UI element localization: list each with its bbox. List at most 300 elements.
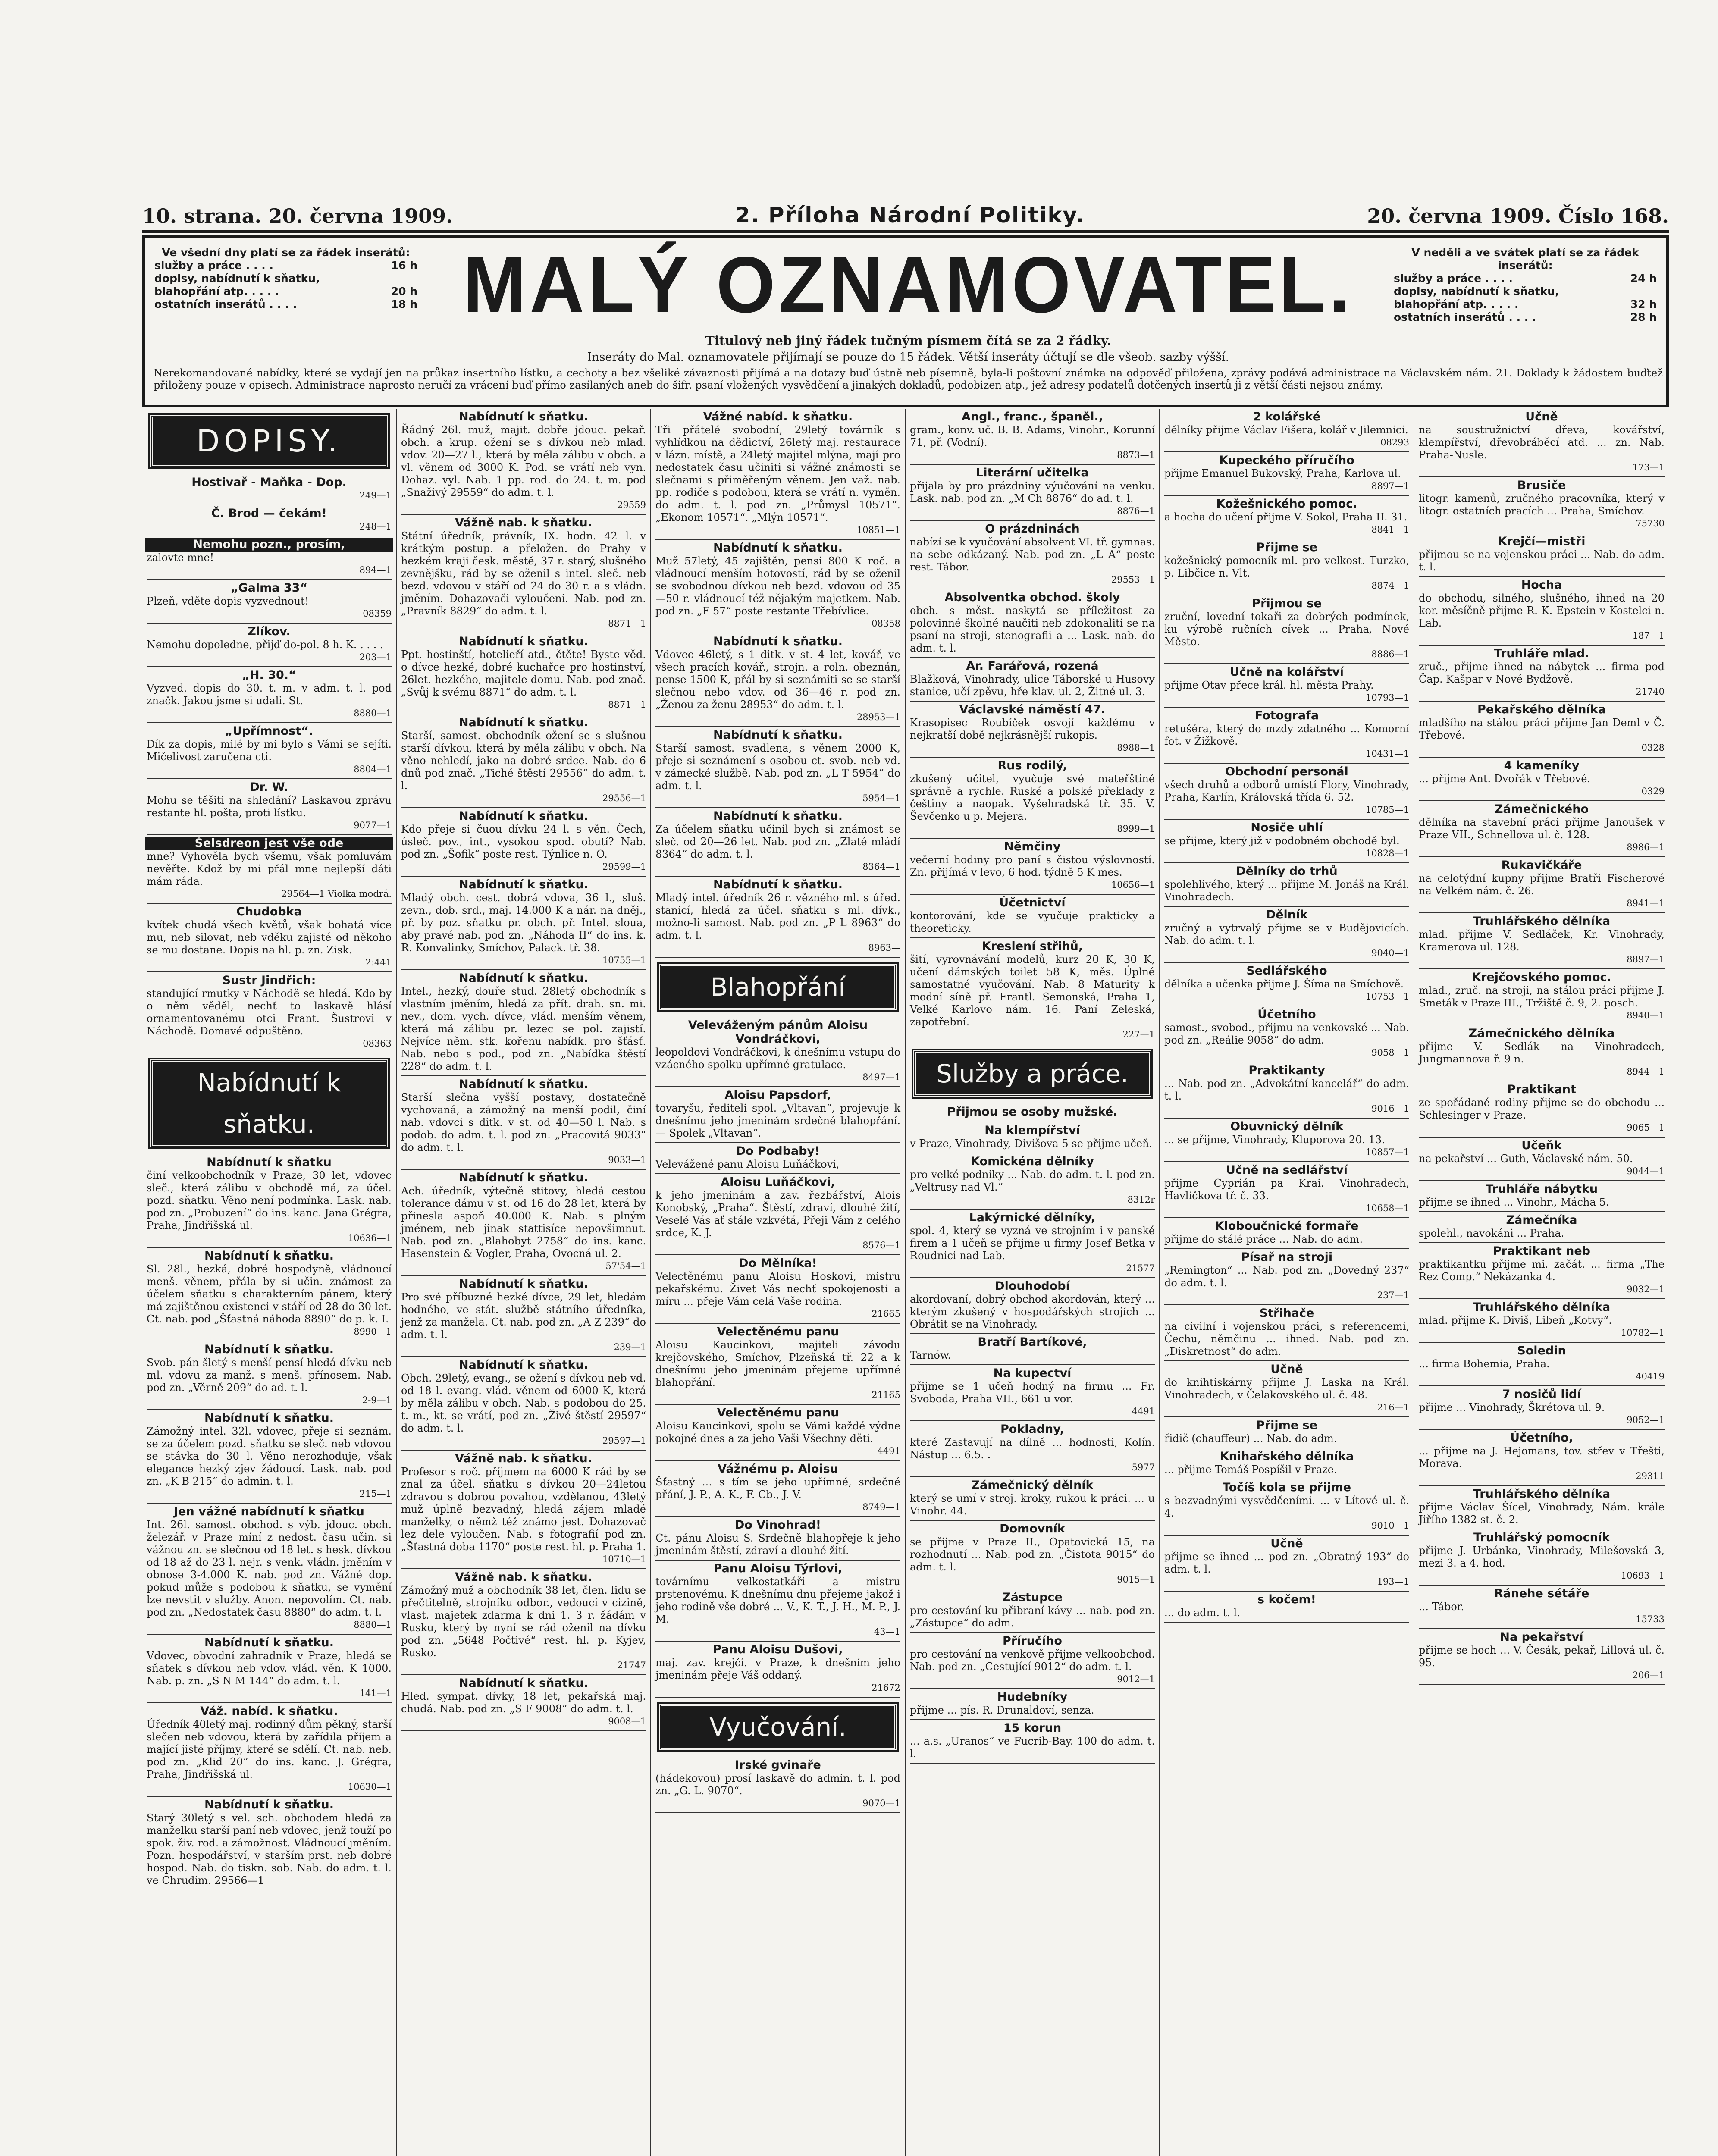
ad-ref-number: 8963— <box>868 943 900 953</box>
ad-text: dělníky přijme Václav Fišera, kolář v Jilemnici. <box>1164 424 1408 436</box>
classified-ad <box>655 1324 900 1405</box>
classified-ad <box>1164 496 1409 539</box>
ad-text: přijme V. Sedlák na Vinohradech, Jungmannova ř. 9 n. <box>1419 1040 1665 1065</box>
classified-ad <box>1164 907 1409 963</box>
ad-text: mlad., zruč. na stroji, na stálou práci přijme J. Smeták v Praze III., Tržiště č. 9, 2. posch. <box>1419 984 1665 1009</box>
ad-title: Nosiče uhlí <box>1251 821 1323 834</box>
banner-note: Nerekomandované nabídky, které se vydají jen na průkaz insertního lístku, a cechoty a bez všeliké závaznosti přijímá a na dotazy buď ústně neb písemně, byla-li poštovní známka na odpověď přiložena, zprávy podává administrace na Václavském nám. 21. Doklady k žádostem buďtež přiloženy pouze v opisech. Administrace naprosto neručí za vrácení buď přímo zasílaných aneb do šifr. psaní vložených vysvědčení a jinakých dokladů, podobizen atp., jež adresy podatelů dotčených insertů ji z větší části nejsou známy. <box>154 367 1663 391</box>
ad-title: Fotografa <box>1254 709 1319 722</box>
ad-ref-number: 8874—1 <box>1371 580 1409 591</box>
ad-text: ... Tábor. <box>1419 1601 1464 1613</box>
section-heading: Blahopřání <box>659 964 897 1010</box>
ad-text: Státní úředník, právník, IX. hodn. 42 l. v krátkým postup. a přeložen. do Prahy v hezkém kraji česk. městě, 37 r. starý, slušného zevnějšku, rád by se oženil s intel. sleč. neb bezd. vdovou v stáří od 24 do 30 r. a s vládn. jměním. Dohazovači vyloučeni. Nab. pod zn. „Pravník 8829“ do adm. t. l. <box>401 530 646 617</box>
ad-text: Krasopisec Roubíček osvojí každému v nejkratší době nejkrásnější rukopis. <box>910 717 1155 741</box>
ad-title: Nabídnutí k sňatku. <box>204 1636 334 1649</box>
ad-text: dělníka na stavební práci přijme Janoušek v Praze VII., Schnellova ul. č. 128. <box>1419 816 1665 841</box>
ad-text: Ach. úředník, výtečně stitovy, hledá cestou tolerance dámu v st. od 16 do 28 let, která by přinesla aspoň 40.000 K. Nab. s plným jménem, neb jinak stattisíce nepovšimnut. Nab. pod zn. „Blahobyt 2758“ do ins. kanc. Hasenstein & Vogler, Praha, Ovocná ul. 2. <box>401 1185 646 1260</box>
ad-title: Velectěnému panu <box>717 1406 839 1420</box>
header-center: 2. Příloha Národní Politiky. <box>735 203 1085 228</box>
classified-ad <box>1164 1062 1409 1119</box>
classified-ad <box>147 1797 392 1890</box>
ad-ref-number: 237—1 <box>1377 1290 1409 1300</box>
classified-ad <box>147 1703 392 1797</box>
ad-ref-number: 10755—1 <box>602 955 646 965</box>
classified-ad <box>910 1153 1155 1210</box>
classified-ad <box>147 1341 392 1410</box>
classified-ad <box>910 1689 1155 1720</box>
ad-title: Nabídnutí k sňatku. <box>459 1358 588 1372</box>
ad-title: Jen vážné nabídnutí k sňatku <box>174 1505 364 1518</box>
ad-title: Účetnictví <box>999 896 1066 909</box>
ad-title: Vážné nabíd. k sňatku. <box>703 410 853 423</box>
ad-text: přijme J. Urbánka, Vinohrady, Milešovská 3, mezi 3. a 4. hod. <box>1419 1545 1665 1569</box>
ad-ref-number: 21665 <box>872 1309 900 1319</box>
classified-ad <box>1164 1305 1409 1361</box>
rate-label: ostatních inserátů . . . . <box>154 298 297 310</box>
ad-ref-number: 216—1 <box>1377 1402 1409 1413</box>
ad-title: Rus rodilý, <box>997 759 1067 772</box>
ad-title: Zámečníka <box>1506 1213 1577 1227</box>
ad-text: zkušený učitel, vyučuje své mateřštině správně a rychle. Ruské a polské překlady z češtiny a naopak. Vyšehradská tř. 35. V. Ševčenko u p. Mejera. <box>910 773 1155 822</box>
ad-text: se přijme v Praze II., Opatovická 15, na rozhodnutí ... Nab. pod zn. „Čistota 9015“ do adm. t. l. <box>910 1536 1155 1573</box>
ad-text: Ct. pánu Aloisu S. Srdečně blahopřeje k jeho jmeninám štěstí, zdraví a dlouhé žití. <box>655 1532 900 1557</box>
ad-text: mladšího na stálou práci přijme Jan Deml v Č. Třebové. <box>1419 717 1665 741</box>
rate-price: 16 h <box>391 259 417 272</box>
ad-title: Učně <box>1270 1537 1303 1550</box>
ad-text: maj. zav. krejčí. v Praze, k dnešním jeho jmeninám přeje Váš oddaný. <box>655 1657 900 1681</box>
ad-text: ... do adm. t. l. <box>1164 1607 1240 1619</box>
ad-title: Sedlářského <box>1246 964 1327 978</box>
ad-title: Praktikant neb <box>1492 1244 1590 1258</box>
ad-ref-number: 15733 <box>1636 1614 1665 1624</box>
classified-ad <box>655 1143 900 1174</box>
ad-title: 15 korun <box>1003 1721 1062 1735</box>
ad-title: Bratří Bartíkové, <box>978 1335 1087 1349</box>
ad-title: Nabídnutí k sňatku. <box>713 635 843 648</box>
ad-text: Dík za dopis, milé by mi bylo s Vámi se sejíti. Mičelivost zaručena cti. <box>147 738 392 763</box>
ad-title: Rukavičkáře <box>1501 859 1582 872</box>
ad-text: leopoldovi Vondráčkovi, k dnešnímu vstupu do vzácného spolku upřímné gratulace. <box>655 1046 900 1071</box>
ad-ref-number: 9016—1 <box>1371 1103 1409 1114</box>
ad-title: Truhlářského dělníka <box>1473 1487 1611 1501</box>
ad-text: přijme se hoch ... V. Česák, pekař, Lillová ul. č. 95. <box>1419 1644 1665 1669</box>
ad-text: Vdovec, obvodní zahradník v Praze, hledá se sňatek s dívkou neb vdov. vlád. věn. K 1000. Nab. p. zn. „S N M 144“ do adm. t. l. <box>147 1650 392 1687</box>
ad-text: Mohu se těšiti na shledání? Laskavou zprávu restante hl. pošta, proti lístku. <box>147 794 392 819</box>
ad-text: do obchodu, silného, slušného, ihned na 20 kor. měsíčně přijme R. K. Epstein v Kostelci n. Lab. <box>1419 592 1665 629</box>
ad-ref-number: 57'54—1 <box>605 1261 646 1271</box>
ad-title: „Galma 33“ <box>230 581 308 595</box>
ad-ref-number: 8876—1 <box>1117 506 1155 516</box>
ad-title: Veleváženým pánům Aloisu Vondráčkovi, <box>688 1018 868 1046</box>
classified-ad <box>655 808 900 877</box>
ad-title: Nabídnutí k sňatku. <box>459 635 588 648</box>
classified-ad <box>910 521 1155 589</box>
ad-title: Velectěnému panu <box>717 1325 839 1338</box>
ad-title: Hudebníky <box>997 1690 1068 1704</box>
classified-ad <box>910 1104 1155 1122</box>
column <box>142 409 397 2156</box>
ad-text: gram., konv. uč. B. B. Adams, Vinohr., Korunní 71, př. (Vodní). <box>910 424 1155 448</box>
ad-title: Do Podbaby! <box>736 1144 820 1158</box>
ad-ref-number: 10828—1 <box>1365 848 1409 859</box>
ad-title: Absolventka obchod. školy <box>944 591 1120 604</box>
ad-ref-number: 8871—1 <box>608 699 646 710</box>
ad-title: Točíš kola se přijme <box>1222 1481 1351 1494</box>
classified-ad <box>910 658 1155 702</box>
ad-text: Obch. 29letý, evang., se ožení s dívkou neb vd. od 18 l. evang. vlád. věnem od 6000 K, která by měla zálibu v obch. Nab. s podobou do 25. t. m., kt. se vrátí, pod zn. „Živé štěstí 29597“ do adm. t. l. <box>401 1372 646 1434</box>
ad-ref-number: 239—1 <box>614 1342 646 1352</box>
classified-ad <box>147 904 392 972</box>
ad-text: zručný a vytrvalý přijme se v Budějovicích. Nab. do adm. t. l. <box>1164 922 1409 946</box>
ad-ref-number: 8990—1 <box>354 1326 392 1337</box>
ad-ref-number: 21747 <box>617 1660 646 1670</box>
ad-text: na soustružnictví dřeva, kovářství, klempířství, dřevobráběcí atd. ... zn. Nab. Praha-Nusle. <box>1419 424 1665 461</box>
classified-ad <box>1419 1343 1665 1386</box>
ad-ref-number: 10793—1 <box>1365 693 1409 703</box>
ad-ref-number: 10636—1 <box>348 1233 392 1243</box>
ad-text: Starší samost. svadlena, s věnem 2000 K, přeje si seznámení s osobou ct. svob. neb vd. v zámecké službě. Nab. pod zn. „L T 5954“ do adm. t. l. <box>655 742 900 792</box>
classified-ad <box>655 877 900 958</box>
ad-title: Účetního, <box>1510 1431 1573 1445</box>
ad-ref-number: 8988—1 <box>1117 743 1155 753</box>
classified-ad <box>910 409 1155 465</box>
ad-text: mne? Vyhověla bych všemu, však pomluvám nevěřte. Kdož by mi přál mne nejlepší dáti mám ráda. <box>147 850 392 887</box>
ad-title: Obchodní personál <box>1225 765 1348 778</box>
ad-ref-number: 2:441 <box>365 957 392 968</box>
ad-title: Kreslení střihů, <box>981 940 1083 953</box>
ad-ref-number: 21740 <box>1636 686 1665 697</box>
classified-ad <box>910 839 1155 895</box>
ad-ref-number: 9052—1 <box>1627 1415 1665 1425</box>
ad-text: litogr. kamenů, zručného pracovníka, který v litogr. ostatních pracích ... Praha, Smíchov. <box>1419 492 1665 517</box>
ad-ref-number: 08293 <box>1380 437 1409 448</box>
ad-text: Kdo přeje si čuou dívku 24 l. s věn. Čech, úsleč. pov., int., vysokou spod. obutí? Nab. pod zn. „Šofik“ poste rest. Týnlice n. O. <box>401 823 646 860</box>
ad-ref-number: 10693—1 <box>1621 1570 1665 1581</box>
ad-ref-number: 10431—1 <box>1365 749 1409 759</box>
ad-text: ... firma Bohemia, Praha. <box>1419 1358 1550 1370</box>
ad-title: Sustr Jindřich: <box>222 974 316 987</box>
section-heading: Služby a práce. <box>913 1050 1151 1097</box>
ad-ref-number: 9058—1 <box>1371 1047 1409 1058</box>
ad-title: Truhlářského dělníka <box>1473 915 1611 928</box>
ad-text: továrnímu velkostatkáři a mistru prstenovému. K dnešnímu dnu přejeme jakož i jeho rodině vše dobré ... V., K. T., J. H., M. P., J. M. <box>655 1576 900 1625</box>
ad-ref-number: 894—1 <box>359 565 392 575</box>
ad-text: Intel., hezký, douře stud. 28letý obchodník s vlastním jměním, hledá za přít. drah. sn. mi. nev., dom. vych. dívce, vlád. menším věnem, která má zálibu pr. lezec se pol. zajistí. Nejvíce něm. stk. kořenu nabídk. pro šťásť. Nab. nebo s pod., pod zn. „Nabídka štěstí 228“ do adm. t. l. <box>401 985 646 1072</box>
classified-ad <box>147 972 392 1053</box>
ad-ref-number: 29311 <box>1636 1471 1665 1481</box>
rate-row <box>150 285 422 298</box>
ad-ref-number: 10851—1 <box>856 525 900 535</box>
ad-title: Irské gvinaře <box>735 1758 821 1772</box>
ad-ref-number: 227—1 <box>1122 1029 1155 1040</box>
ad-title: Zlíkov. <box>248 625 291 638</box>
ad-text: který se umí v stroj. kroky, rukou k práci. ... u Vinohr. 44. <box>910 1492 1155 1517</box>
classified-ad <box>147 474 392 505</box>
ad-title: Střihače <box>1259 1307 1314 1320</box>
ad-text: a hocha do učení přijme V. Sokol, Praha II. 31. <box>1164 511 1408 523</box>
classified-ad <box>655 1017 900 1087</box>
classified-ad <box>1419 1430 1665 1486</box>
classified-ad <box>1419 1212 1665 1243</box>
ad-title: Nabídnutí k sňatku. <box>459 1171 588 1185</box>
ad-ref-number: 29564—1 Violka modrá. <box>281 889 392 899</box>
ad-title: s kočem! <box>1257 1593 1316 1606</box>
ad-title: Hostivař - Maňka - Dop. <box>191 476 347 489</box>
classified-ad <box>1164 1162 1409 1218</box>
ad-text: Aloisu Kaucinkovi, spolu se Vámi každé výdne pokojné dnes a za jeho Vaši Všechny děti. <box>655 1420 900 1445</box>
ad-text: činí velkoobchodník v Praze, 30 let, vdovec sleč., která zálibu v obchodě má, za účel. pozd. sňatku. Věno není podmínka. Lask. nab. pod zn. „Probuzení“ do ins. kanc. Jana Grégra, Praha, Jindřišská ul. <box>147 1169 392 1232</box>
ad-title: Na pekařství <box>1500 1630 1583 1644</box>
ad-text: šití, vyrovnávání modelů, kurz 20 K, 30 K, učení dámských toilet 58 K, měs. Úplné samostatné vyučování. Nab. 8 Maturity k modní síně př. Frantl. Semonská, Praha 1, Velké Karlovo nám. 16. Paní Zeleská, zapotřební. <box>910 953 1155 1028</box>
classified-ad <box>910 1589 1155 1633</box>
ad-text: akordovaní, dobrý obchod akordován, který ... kterým zkušený v hospodářských strojích ... Obrátit se na Vinohrady. <box>910 1293 1155 1330</box>
ad-text: Tři přátelé svobodní, 29letý továrník s vyhlídkou na dědictví, 26letý maj. restaurace v lázn. místě, a 24letý majitel mlýna, mají pro nedostatek času učiniti si vážné známosti se slečnami s přiměřeným věnem. Jen važ. nab. pp. rodiče s podobou, která se vrátí n. vyměn. do adm. t. l. pod zn. „Průmysl 10571“. „Ekonom 10571“. „Mlýn 10571“. <box>655 424 900 523</box>
ad-text: samost., svobod., přijmu na venkovské ... Nab. pod zn. „Reálie 9058“ do adm. <box>1164 1022 1409 1046</box>
ad-text: mlad. přijme K. Diviš, Libeň „Kotvy“. <box>1419 1314 1612 1326</box>
ad-text: ... přijme Ant. Dvořák v Třebové. <box>1419 773 1591 785</box>
ad-text: s bezvadnými vysvědčeními. ... v Lítové ul. č. 4. <box>1164 1495 1409 1519</box>
classified-ad <box>401 1569 646 1675</box>
classified-ad <box>655 1561 900 1642</box>
ad-ref-number: 8804—1 <box>354 764 392 774</box>
ad-title: Nabídnutí k sňatku. <box>459 1677 588 1690</box>
classified-ad <box>1164 1361 1409 1417</box>
ad-text: Šťastný ... s tím se jeho upřímné, srdečné přání, J. P., A. K., F. Cb., J. V. <box>655 1476 900 1501</box>
ad-text: ... přijme Tomáš Pospíšil v Praze. <box>1164 1463 1337 1476</box>
classified-ad <box>655 1461 900 1517</box>
column <box>906 409 1160 2156</box>
ad-title: Komickéna dělníky <box>971 1155 1094 1168</box>
classified-ad <box>1164 539 1409 595</box>
ad-title: Nabídnutí k sňatku. <box>459 878 588 891</box>
ad-title: Truhláře nábytku <box>1485 1182 1598 1196</box>
ad-text: Úředník 40letý maj. rodinný dům pěkný, starší slečen neb vdovou, která by zařídila příjem a mající jisté příjmy, které se sdělí. Ct. nab. neb. pod zn. „Klid 20“ do ins. kanc. J. Grégra, Praha, Jindřišská ul. <box>147 1718 392 1780</box>
ad-title: Nabídnutí k sňatku. <box>459 1277 588 1291</box>
ad-title: Ar. Farářová, rozená <box>966 659 1099 673</box>
ad-ref-number: 8944—1 <box>1627 1066 1665 1077</box>
rate-price: 18 h <box>391 298 417 310</box>
ad-title: Nabídnutí k sňatku. <box>713 728 843 742</box>
classified-ad <box>910 1633 1155 1689</box>
classified-ad <box>1164 963 1409 1006</box>
ad-text: Za účelem sňatku učinil bych si známost se sleč. od 20—26 let. Nab. pod zn. „Zlaté mládí 8364“ do adm. t. l. <box>655 823 900 860</box>
ad-text: Aloisu Kaucinkovi, majiteli závodu krejčovského, Smíchov, Plzeňská tř. 22 a k dnešnímu jeho jmeninám přejeme upřímné blahopřání. <box>655 1339 900 1388</box>
ad-title: Pokladny, <box>1000 1423 1065 1436</box>
ad-title: Krejčovského pomoc. <box>1472 971 1611 984</box>
ad-ref-number: 203—1 <box>359 652 392 662</box>
ad-ref-number: 9077—1 <box>354 820 392 830</box>
classified-ad <box>655 1255 900 1324</box>
ad-ref-number: 21672 <box>872 1683 900 1693</box>
classified-ad <box>910 938 1155 1044</box>
classified-ad <box>1164 1417 1409 1448</box>
ad-title: Přijmou se osoby mužské. <box>947 1105 1118 1119</box>
ad-ref-number: 8576—1 <box>862 1240 900 1250</box>
ad-text: do knihtiskárny přijme J. Laska na Král. Vinohradech, v Čelakovského ul. č. 48. <box>1164 1376 1409 1401</box>
ad-text: Zámožný muž a obchodník 38 let, člen. lidu se přečtitelně, strojníku odbor., vedoucí v cizině, vlast. majetek zdarma k dni 1. 3 r. žádám v Rusku, který by nyní se rád oženil na dívku pod zn. „5648 Počtivé“ rest. hl. p. Kyjev, Rusko. <box>401 1584 646 1659</box>
ad-title: Nabídnutí k sňatku. <box>204 1798 334 1811</box>
classified-ad <box>147 536 392 580</box>
ad-text: večerní hodiny pro paní s čistou výslovností. Zn. přijímá v levo, 6 hod. týdně 5 K mes. <box>910 854 1155 878</box>
ad-ref-number: 8749—1 <box>862 1502 900 1512</box>
ad-ref-number: 8940—1 <box>1627 1010 1665 1021</box>
ad-text: Ppt. hostinští, hotelieří atd., čtěte! Byste věd. o dívce hezké, dobré kuchařce pro hostinství, 26let. hezkého, majitele domu. Nab. pod znač. „Svůj k svému 8871“ do adm. t. l. <box>401 649 646 698</box>
ad-text: nabízí se k vyučování absolvent VI. tř. gymnas. na sebe odkázaný. Nab. pod zn. „L A“ poste rest. Tábor. <box>910 536 1155 573</box>
ad-text: tovaryšu, řediteli spol. „Vltavan“, projevuje k dnešnímu jeho jmeninám srdečné blahopřání. — Spolek „Vltavan“. <box>655 1102 900 1139</box>
ad-title: Němčiny <box>1004 840 1061 853</box>
classified-ad <box>1419 1586 1665 1629</box>
ad-title: Lakýrnické dělníky, <box>969 1211 1096 1224</box>
ad-title: Hocha <box>1521 578 1562 592</box>
ad-title: Přijme se <box>1256 1419 1317 1432</box>
ad-title: Nabídnutí k sňatku. <box>459 716 588 729</box>
classified-ad <box>147 667 392 723</box>
ad-ref-number: 8999—1 <box>1117 824 1155 834</box>
ad-title: Nabídnutí k sňatku. <box>713 809 843 823</box>
rate-row <box>1389 298 1661 311</box>
ad-title: Aloisu Luňáčkovi, <box>721 1175 835 1189</box>
ad-ref-number: 43—1 <box>874 1626 900 1637</box>
ad-text: ... přijme na J. Hejomans, tov. střev v Třešti, Morava. <box>1419 1445 1665 1470</box>
ad-title: Zámečnický dělník <box>971 1479 1094 1492</box>
ad-text: standující rmutky v Náchodě se hledá. Kdo by o něm věděl, nechť to laskavě hlásí ornamentovanému otci Frant. Šustrovi v Náchodě. Domavé odpuštěno. <box>147 987 392 1037</box>
ad-title: Domovník <box>1000 1522 1065 1536</box>
classified-ad <box>1164 1218 1409 1249</box>
ad-text: přijmou se na vojenskou práci ... Nab. do adm. t. l. <box>1419 548 1665 573</box>
ad-title: Václavské náměstí 47. <box>959 703 1106 716</box>
classified-ad <box>910 465 1155 521</box>
ad-title: Vážně nab. k sňatku. <box>455 1452 592 1465</box>
classified-ad <box>910 758 1155 839</box>
ad-text: přijme do stálé práce ... Nab. do adm. <box>1164 1233 1363 1245</box>
classified-columns <box>142 409 1669 2156</box>
classified-ad <box>401 515 646 633</box>
ad-text: pro velké podniky ... Nab. do adm. t. l. pod zn. „Veltrusy nad Vl.“ <box>910 1169 1155 1193</box>
ad-text: přijme ... pís. R. Drunaldoví, senza. <box>910 1704 1094 1716</box>
classified-ad <box>147 1410 392 1504</box>
ad-title: Učně na sedlářství <box>1226 1163 1348 1177</box>
ad-ref-number: 08363 <box>363 1038 392 1049</box>
ad-ref-number: 9008—1 <box>608 1716 646 1727</box>
classified-ad <box>655 1174 900 1255</box>
ad-title: Šelsdreon jest vše ode <box>145 837 393 850</box>
ad-text: na celotýdní kupny přijme Bratři Fischerové na Velkém nám. č. 26. <box>1419 872 1665 897</box>
ad-text: spol. 4, který se vyzná ve strojním i v panské firem a 1 učeň se přijme u firmy Josef Betka v Roudnici nad Lab. <box>910 1225 1155 1262</box>
classified-ad <box>655 1517 900 1561</box>
ad-title: Aloisu Papsdorf, <box>724 1088 831 1102</box>
ad-text: obch. s měst. naskytá se příležitost za polovinné školné naučiti neb zdokonaliti se na psaní na stroji, stenografii a ... Lask. nab. do adm. t. l. <box>910 605 1155 654</box>
classified-ad <box>147 1504 392 1635</box>
ad-title: O prázdninách <box>985 522 1080 536</box>
classified-ad <box>910 1278 1155 1334</box>
ad-text: přijme Cyprián pa Krai. Vinohradech, Havlíčkova tř. č. 33. <box>1164 1177 1409 1202</box>
ad-text: Vdovec 46letý, s 1 ditk. v st. 4 let, kovář, ve všech pracích kovář., strojn. a roln. obeznán, pense 1500 K, přál by si seznámiti se se starší slečnou nebo vdov. od 36—46 r. pod zn. „Ženou za ženu 28953“ do adm. t. l. <box>655 649 900 711</box>
ad-text: Velevážené panu Aloisu Luňáčkovi, <box>655 1158 840 1170</box>
classified-ad <box>1419 801 1665 857</box>
ad-text: přijme Václav Šícel, Vinohrady, Nám. krále Jiřího 1382 st. č. 2. <box>1419 1501 1665 1526</box>
ad-title: Kupeckého příručího <box>1219 454 1354 467</box>
ad-title: Č. Brod — čekám! <box>211 507 327 520</box>
ad-title: Praktikanty <box>1248 1064 1325 1077</box>
ad-title: Pekařského dělníka <box>1477 703 1606 716</box>
classified-ad <box>1164 1006 1409 1062</box>
ad-ref-number: 9010—1 <box>1371 1520 1409 1531</box>
ad-title: 2 kolářské <box>1253 410 1321 423</box>
ad-title: Nabídnutí k sňatku. <box>713 878 843 891</box>
ad-ref-number: 8897—1 <box>1627 954 1665 965</box>
ad-ref-number: 0328 <box>1641 743 1665 753</box>
ad-ref-number: 9044—1 <box>1627 1166 1665 1176</box>
classified-ad <box>655 1087 900 1143</box>
rate-row <box>1389 272 1661 285</box>
ad-ref-number: 4491 <box>877 1446 900 1456</box>
classified-ad <box>655 1405 900 1461</box>
ad-title: Účetního <box>1257 1008 1316 1021</box>
ad-title: Dělník <box>1266 908 1308 921</box>
ad-title: Přijmou se <box>1252 597 1322 610</box>
ad-title: Truhlářský pomocník <box>1473 1531 1610 1544</box>
ad-text: které Zastavují na dílně ... hodnosti, Kolín. Nástup ... 6.5. . <box>910 1436 1155 1461</box>
ad-ref-number: 29559 <box>617 500 646 510</box>
ad-title: Brusiče <box>1517 479 1566 492</box>
classified-ad <box>655 633 900 727</box>
ad-ref-number: 8897—1 <box>1371 481 1409 491</box>
rate-row <box>150 259 422 272</box>
classified-ad <box>1164 1249 1409 1305</box>
classified-ad <box>1419 1181 1665 1212</box>
ad-ref-number: 8941—1 <box>1627 898 1665 909</box>
classified-ad <box>147 1248 392 1341</box>
ad-ref-number: 8986—1 <box>1627 842 1665 852</box>
ad-title: Na kupectví <box>993 1366 1072 1380</box>
section-heading: Vyučování. <box>659 1704 897 1750</box>
header-left: 10. strana. 20. června 1909. <box>142 204 453 228</box>
ad-title: Zámečnického dělníka <box>1468 1027 1615 1040</box>
ad-text: Řádný 26l. muž, majit. dobře jdouc. pekař. obch. a krup. ožení se s dívkou neb mlad. vdov. 20—27 l., která by měla zálibu v obch. a vl. věnem od 3000 K. Pod. se vrátí neb vyn. Dohaz. vyl. Nab. 1 pp. rod. do 24. t. m. pod „Snaživý 29559“ do adm. t. l. <box>401 424 646 498</box>
ad-text: spolehl., navokáni ... Praha. <box>1419 1227 1564 1239</box>
classified-ad <box>655 1642 900 1698</box>
ad-ref-number: 40419 <box>1636 1371 1665 1382</box>
ad-text: Vyzved. dopis do 30. t. m. v adm. t. l. pod značk. Jakou jsme si udali. St. <box>147 682 392 707</box>
ad-text: zruč., přijme ihned na nábytek ... firma pod Čap. Kašpar v Nové Bydžově. <box>1419 661 1665 685</box>
ad-ref-number: 10656—1 <box>1111 880 1155 890</box>
classified-ad <box>401 877 646 970</box>
classified-ad <box>910 1334 1155 1365</box>
classified-ad <box>1164 1479 1409 1536</box>
classified-ad <box>401 1451 646 1569</box>
ad-title: Učně <box>1270 1363 1303 1376</box>
ad-title: Nabídnutí k sňatku <box>207 1156 332 1169</box>
ad-ref-number: 29556—1 <box>602 793 646 803</box>
ad-title: Angl., franc., španěl., <box>962 410 1103 423</box>
ad-title: Písař na stroji <box>1241 1250 1333 1264</box>
classified-ad <box>147 835 392 904</box>
ad-text: praktikantku přijme mi. začát. ... firma „The Rez Comp.“ Nekázanka 4. <box>1419 1258 1665 1283</box>
ad-ref-number: 10630—1 <box>348 1782 392 1792</box>
ad-ref-number: 8312r <box>1127 1194 1155 1205</box>
classified-ad <box>910 1210 1155 1278</box>
classified-ad <box>401 714 646 808</box>
ad-text: Pro své příbuzné hezké dívce, 29 let, hledám hodného, ve stát. službě státního úředníka, jenž za manžela. Ct. nab. pod zn. „A Z 239“ do adm. t. l. <box>401 1291 646 1341</box>
classified-ad <box>1419 1025 1665 1081</box>
ad-title: Nabídnutí k sňatku. <box>204 1411 334 1425</box>
ad-text: na pekařství ... Guth, Václavské nám. 50. <box>1419 1153 1633 1165</box>
column <box>397 409 651 2156</box>
classified-ad <box>147 779 392 835</box>
rate-row <box>1389 311 1661 324</box>
ad-title: Váž. nabíd. k sňatku. <box>200 1705 338 1718</box>
ad-title: Zástupce <box>1002 1591 1063 1604</box>
